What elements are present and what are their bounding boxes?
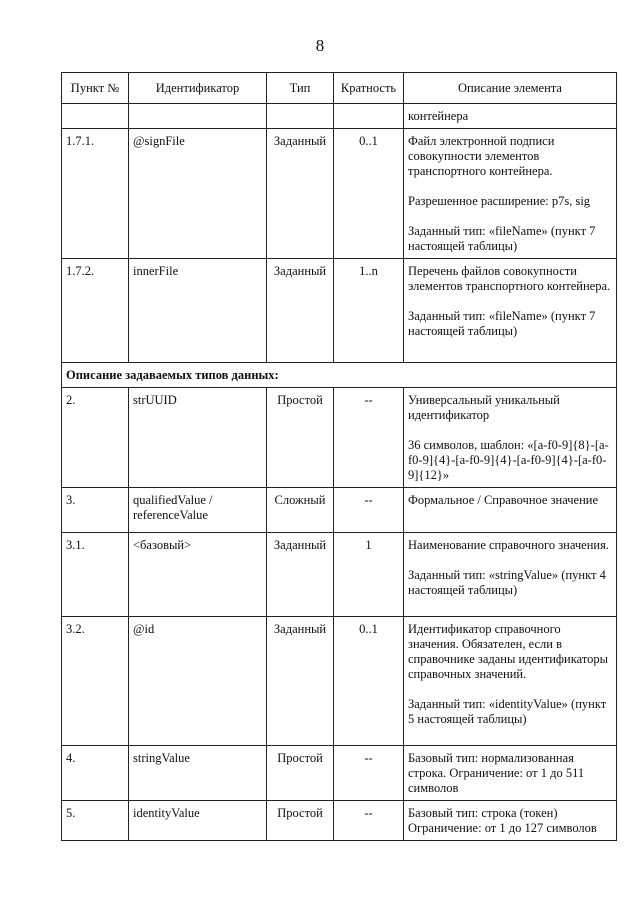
cell-description	[404, 533, 617, 617]
section-row	[62, 363, 617, 388]
cell-multiplicity: --	[334, 746, 404, 801]
cell-multiplicity: --	[334, 388, 404, 488]
cell-num	[62, 104, 129, 129]
cell-multiplicity: --	[334, 488, 404, 533]
table-row	[62, 129, 617, 259]
table-row	[62, 259, 617, 363]
cell-num: 3.	[62, 488, 129, 533]
cell-identifier: qualifiedValue / referenceValue	[129, 488, 267, 533]
cell-type: Заданный	[267, 533, 334, 617]
cell-description	[404, 104, 617, 129]
cell-description	[404, 746, 617, 801]
cell-num: 4.	[62, 746, 129, 801]
description-paragraph: Наименование справочного значения.	[408, 538, 609, 552]
description-paragraph: Заданный тип: «fileName» (пункт 7 настоящей таблицы)	[408, 224, 596, 253]
cell-type: Простой	[267, 746, 334, 801]
cell-type: Сложный	[267, 488, 334, 533]
description-paragraph: Универсальный уникальный идентификатор	[408, 393, 560, 422]
cell-multiplicity: 1..n	[334, 259, 404, 363]
cell-identifier: stringValue	[129, 746, 267, 801]
cell-identifier	[129, 104, 267, 129]
cell-description	[404, 801, 617, 841]
cell-description	[404, 259, 617, 363]
cell-multiplicity: 1	[334, 533, 404, 617]
cell-description	[404, 488, 617, 533]
description-paragraph: Формальное / Справочное значение	[408, 493, 599, 507]
cell-num: 1.7.1.	[62, 129, 129, 259]
table-body	[62, 104, 617, 841]
table-row	[62, 488, 617, 533]
cell-num: 3.1.	[62, 533, 129, 617]
description-paragraph: контейнера	[408, 109, 469, 123]
table-header-row	[62, 73, 617, 104]
cell-identifier: @id	[129, 617, 267, 746]
description-paragraph: Заданный тип: «stringValue» (пункт 4 настоящей таблицы)	[408, 568, 606, 597]
description-paragraph: Идентификатор справочного значения. Обязателен, если в справочнике заданы идентификаторы справочных значений.	[408, 622, 609, 681]
table-row	[62, 801, 617, 841]
cell-description	[404, 617, 617, 746]
cell-type: Заданный	[267, 259, 334, 363]
description-paragraph: Файл электронной подписи совокупности элементов транспортного контейнера.	[408, 134, 555, 178]
cell-identifier: @signFile	[129, 129, 267, 259]
header-multiplicity: Кратность	[334, 73, 404, 104]
cell-multiplicity: 0..1	[334, 129, 404, 259]
cell-num: 2.	[62, 388, 129, 488]
header-id: Идентификатор	[129, 73, 267, 104]
cell-description	[404, 388, 617, 488]
cell-num: 3.2.	[62, 617, 129, 746]
spec-table	[61, 72, 617, 841]
description-paragraph: Базовый тип: строка (токен) Ограничение: от 1 до 127 символов	[408, 806, 597, 835]
cell-identifier: innerFile	[129, 259, 267, 363]
table-row	[62, 104, 617, 129]
description-paragraph: 36 символов, шаблон: «[a-f0-9]{8}-[a-f0-9]{4}-[a-f0-9]{4}-[a-f0-9]{4}-[a-f0-9]{12}»	[408, 438, 609, 482]
description-paragraph: Разрешенное расширение: p7s, sig	[408, 194, 591, 208]
table-row	[62, 533, 617, 617]
cell-description	[404, 129, 617, 259]
table-row	[62, 746, 617, 801]
cell-num: 1.7.2.	[62, 259, 129, 363]
table-row	[62, 388, 617, 488]
header-description: Описание элемента	[404, 73, 617, 104]
description-paragraph: Заданный тип: «identityValue» (пункт 5 настоящей таблицы)	[408, 697, 607, 726]
cell-type	[267, 104, 334, 129]
description-paragraph: Базовый тип: нормализованная строка. Ограничение: от 1 до 511 символов	[408, 751, 585, 795]
page-number: 8	[315, 36, 325, 55]
cell-identifier: strUUID	[129, 388, 267, 488]
description-paragraph: Заданный тип: «fileName» (пункт 7 настоящей таблицы)	[408, 309, 596, 338]
cell-type: Заданный	[267, 129, 334, 259]
cell-type: Простой	[267, 388, 334, 488]
cell-multiplicity: --	[334, 801, 404, 841]
cell-multiplicity: 0..1	[334, 617, 404, 746]
cell-type: Заданный	[267, 617, 334, 746]
description-paragraph: Перечень файлов совокупности элементов транспортного контейнера.	[408, 264, 611, 293]
header-type: Тип	[267, 73, 334, 104]
cell-type: Простой	[267, 801, 334, 841]
cell-multiplicity	[334, 104, 404, 129]
section-title: Описание задаваемых типов данных:	[62, 363, 617, 388]
table-row	[62, 617, 617, 746]
cell-identifier: identityValue	[129, 801, 267, 841]
cell-identifier: <базовый>	[129, 533, 267, 617]
cell-num: 5.	[62, 801, 129, 841]
header-num: Пункт №	[62, 73, 129, 104]
